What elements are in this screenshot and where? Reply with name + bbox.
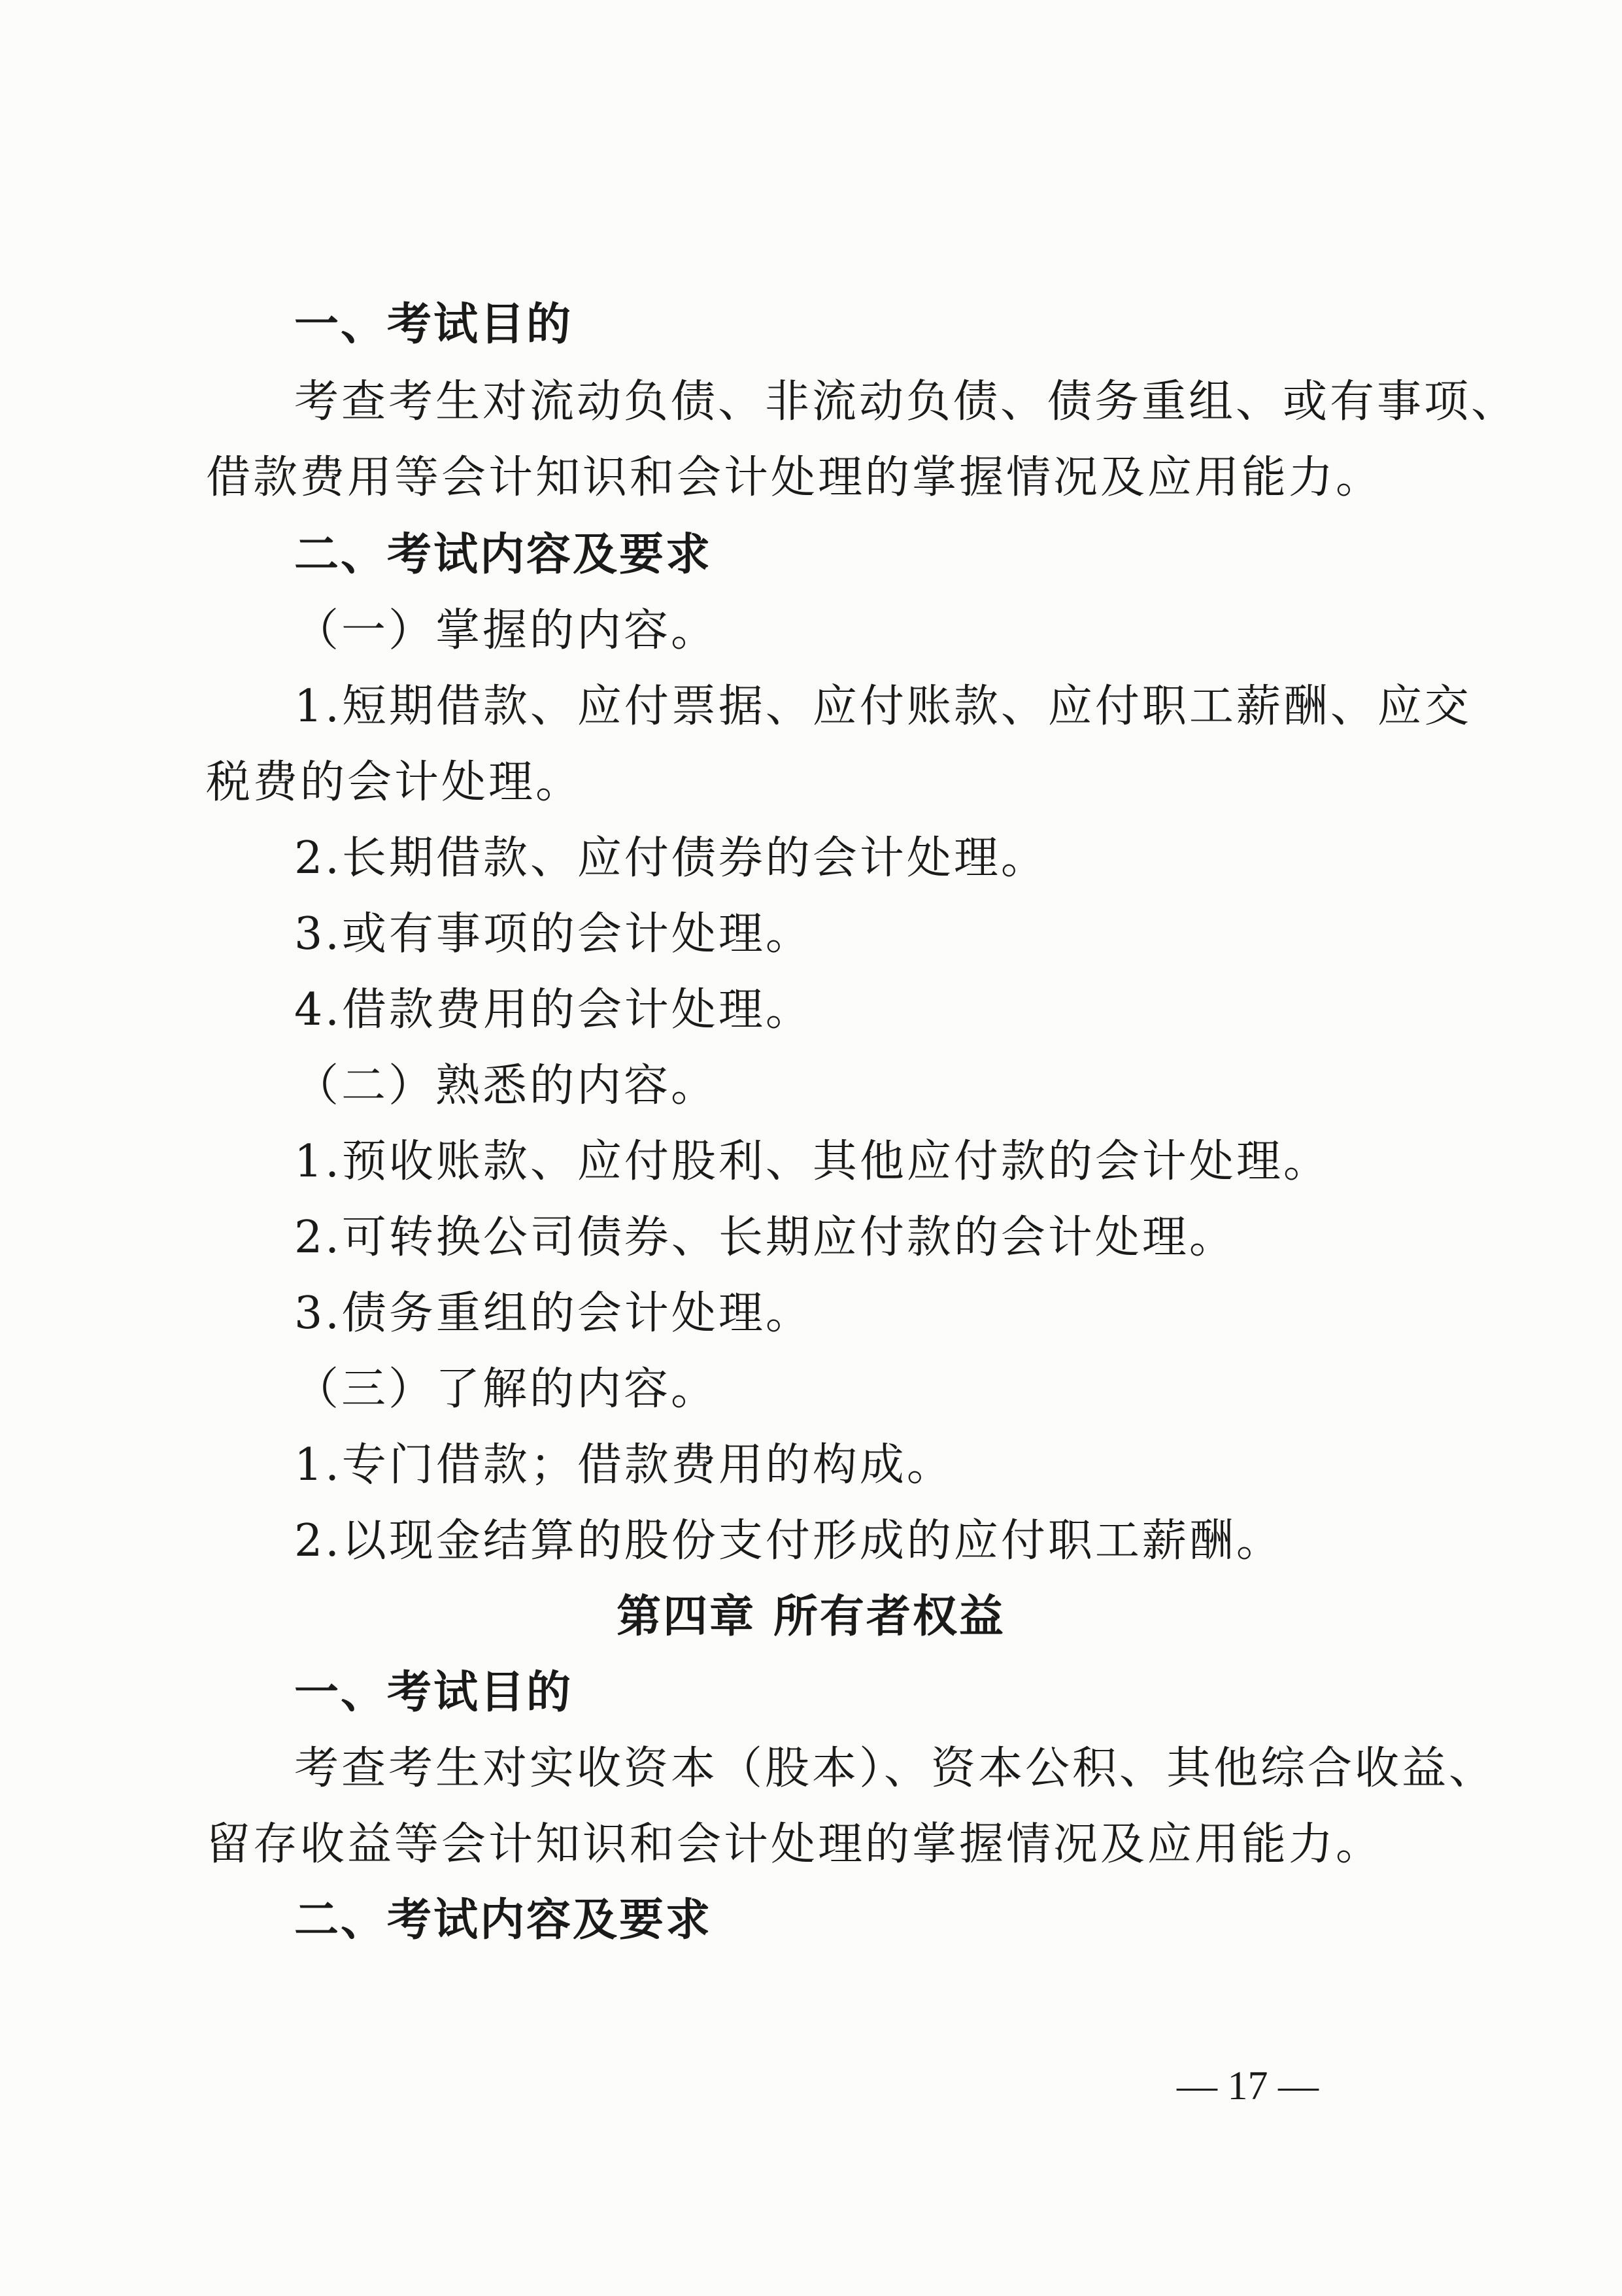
section-heading-purpose: 一、考试目的 [294,299,573,351]
list-item: 1.预收账款、应付股利、其他应付款的会计处理。 [294,1136,1330,1188]
list-item: 4.借款费用的会计处理。 [294,984,813,1036]
purpose-paragraph-line: 借款费用等会计知识和会计处理的掌握情况及应用能力。 [206,452,1383,504]
section-heading-purpose: 一、考试目的 [294,1667,573,1719]
section-heading-content: 二、考试内容及要求 [294,529,713,581]
list-item: 3.债务重组的会计处理。 [294,1288,813,1339]
list-item: 2.以现金结算的股份支付形成的应付职工薪酬。 [294,1515,1283,1567]
purpose-paragraph-line: 考查考生对流动负债、非流动负债、债务重组、或有事项、 [294,376,1519,428]
section-heading-content: 二、考试内容及要求 [294,1894,713,1946]
list-item-continuation: 税费的会计处理。 [206,757,583,808]
subsection-title-master: （一）掌握的内容。 [294,605,718,657]
list-item: 1.专门借款；借款费用的构成。 [294,1439,954,1491]
list-item: 2.可转换公司债券、长期应付款的会计处理。 [294,1212,1236,1263]
subsection-title-understand: （三）了解的内容。 [294,1363,718,1415]
list-item: 3.或有事项的会计处理。 [294,908,813,960]
list-item: 1.短期借款、应付票据、应付账款、应付职工薪酬、应交 [294,681,1472,732]
purpose-paragraph-line: 考查考生对实收资本（股本）、资本公积、其他综合收益、 [294,1743,1496,1794]
page-number: — 17 — [1177,2064,1319,2108]
list-item: 2.长期借款、应付债券的会计处理。 [294,832,1048,884]
chapter-title: 第四章 所有者权益 [617,1591,1005,1643]
purpose-paragraph-line: 留存收益等会计知识和会计处理的掌握情况及应用能力。 [206,1819,1383,1870]
subsection-title-familiar: （二）熟悉的内容。 [294,1060,718,1112]
